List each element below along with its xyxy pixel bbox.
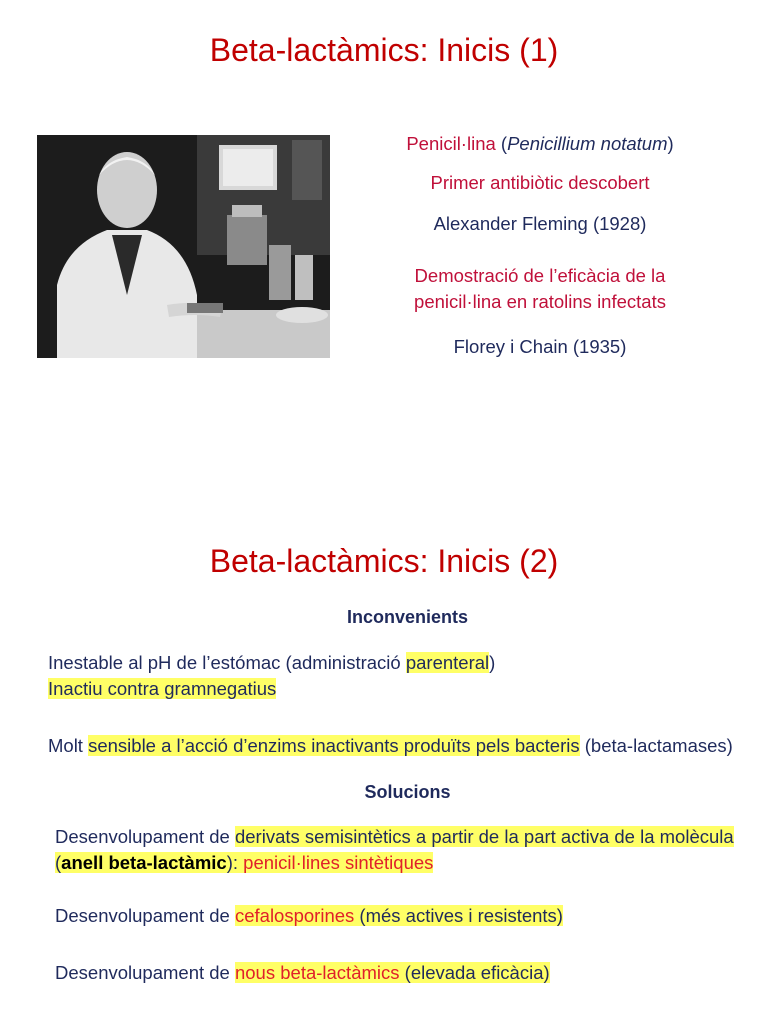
researchers: Florey i Chain (1935) bbox=[453, 336, 627, 357]
drawback-3-end: (beta-lactamases) bbox=[579, 735, 733, 756]
penicillin-species: Penicillium notatum bbox=[507, 133, 668, 154]
first-antibiotic: Primer antibiòtic descobert bbox=[430, 172, 650, 193]
solution-3-red: nous beta-lactàmics bbox=[234, 962, 400, 983]
solution-2 bbox=[55, 903, 745, 929]
demonstration-line2: penicil·lina en ratolins infectats bbox=[414, 291, 666, 312]
solution-2-highlight: (més actives i resistents) bbox=[354, 905, 563, 926]
solution-1-highlight: derivats semisintètics a partir de la part activa de la molècula ( bbox=[55, 826, 734, 873]
drawback-2-highlight: Inactiu contra gramnegatius bbox=[48, 678, 277, 699]
paren-close: ) bbox=[667, 133, 674, 154]
fleming-photo bbox=[37, 135, 330, 358]
solution-1 bbox=[55, 824, 745, 876]
slide2-title: Beta-lactàmics: Inicis (2) bbox=[209, 543, 559, 579]
demonstration-text bbox=[370, 263, 710, 315]
drawback-1-text: Inestable al pH de l’estómac (administració bbox=[48, 652, 406, 673]
penicillin-line bbox=[370, 131, 710, 157]
solution-1-bold: anell beta-lactàmic bbox=[61, 852, 227, 873]
solution-3-highlight: (elevada eficàcia) bbox=[399, 962, 550, 983]
solution-1-red: penicil·lines sintètiques bbox=[243, 852, 434, 873]
discoverer: Alexander Fleming (1928) bbox=[433, 213, 647, 234]
solution-2-text: Desenvolupament de bbox=[55, 905, 235, 926]
solution-3-text: Desenvolupament de bbox=[55, 962, 235, 983]
demonstration-line1: Demostració de l’eficàcia de la bbox=[414, 265, 666, 286]
drawbacks-heading: Inconvenients bbox=[346, 607, 469, 627]
drawback-3-highlight: sensible a l’acció d’enzims inactivants produïts pels bacteris bbox=[88, 735, 580, 756]
drawback-3 bbox=[48, 733, 738, 759]
drawback-1-highlight: parenteral bbox=[405, 652, 490, 673]
drawback-3-text: Molt bbox=[48, 735, 89, 756]
solution-3 bbox=[55, 960, 745, 986]
paren-open: ( bbox=[495, 133, 508, 154]
drawback-1 bbox=[48, 650, 738, 676]
penicillin-label: Penicil·lina bbox=[406, 133, 496, 154]
solution-2-red: cefalosporines bbox=[234, 905, 355, 926]
solution-1-text: Desenvolupament de bbox=[55, 826, 235, 847]
solutions-heading: Solucions bbox=[364, 782, 451, 802]
solution-1-highlight-2: ): bbox=[226, 852, 244, 873]
drawback-1-end: ) bbox=[489, 652, 496, 673]
slide1-title: Beta-lactàmics: Inicis (1) bbox=[209, 32, 559, 68]
drawback-2 bbox=[48, 676, 738, 702]
